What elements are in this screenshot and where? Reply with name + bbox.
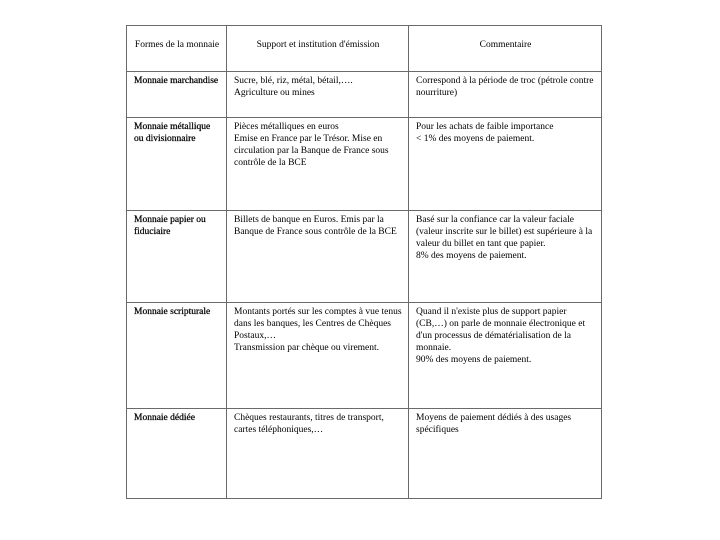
money-forms-table — [126, 25, 602, 499]
row-form-cell — [127, 303, 227, 409]
row-form-cell — [127, 72, 227, 118]
row-support-cell: Pièces métalliques en euros Emise en France par le Trésor. Mise en circulation par la Banque de France sous contrôle de la BCE — [227, 118, 409, 211]
table-row — [127, 303, 602, 409]
row-comment-cell: Moyens de paiement dédiés à des usages spécifiques — [409, 409, 602, 499]
row-form-label: Monnaie métallique ou divisionnaire — [134, 122, 211, 144]
table-row — [127, 72, 602, 118]
table-row — [127, 409, 602, 499]
row-form-label: Monnaie papier ou fiduciaire — [134, 215, 206, 237]
row-comment-cell: Quand il n'existe plus de support papier (CB,…) on parle de monnaie électronique et d'un processus de dématérialisation de la monnaie. 90% des moyens de paiement. — [409, 303, 602, 409]
header-forms: Formes de la monnaie — [127, 26, 227, 72]
row-form-cell — [127, 409, 227, 499]
table-row — [127, 118, 602, 211]
row-form-cell — [127, 118, 227, 211]
header-support: Support et institution d'émission — [227, 26, 409, 72]
table-header-row — [127, 26, 602, 72]
row-comment-cell: Basé sur la confiance car la valeur faciale (valeur inscrite sur le billet) est supérieure à la valeur du billet en tant que papier. 8% des moyens de paiement. — [409, 211, 602, 303]
row-support-cell: Chèques restaurants, titres de transport, cartes téléphoniques,… — [227, 409, 409, 499]
row-comment-cell: Pour les achats de faible importance < 1% des moyens de paiement. — [409, 118, 602, 211]
row-support-cell: Billets de banque en Euros. Emis par la Banque de France sous contrôle de la BCE — [227, 211, 409, 303]
row-form-label: Monnaie scripturale — [134, 307, 211, 317]
row-form-label: Monnaie marchandise — [134, 76, 219, 86]
row-form-label: Monnaie dédiée — [134, 413, 195, 423]
row-support-cell: Montants portés sur les comptes à vue tenus dans les banques, les Centres de Chèques Postaux,… Transmission par chèque ou virement. — [227, 303, 409, 409]
row-support-cell: Sucre, blé, riz, métal, bétail,…. Agriculture ou mines — [227, 72, 409, 118]
row-form-cell — [127, 211, 227, 303]
table-row — [127, 211, 602, 303]
row-comment-cell: Correspond à la période de troc (pétrole contre nourriture) — [409, 72, 602, 118]
header-comment: Commentaire — [409, 26, 602, 72]
